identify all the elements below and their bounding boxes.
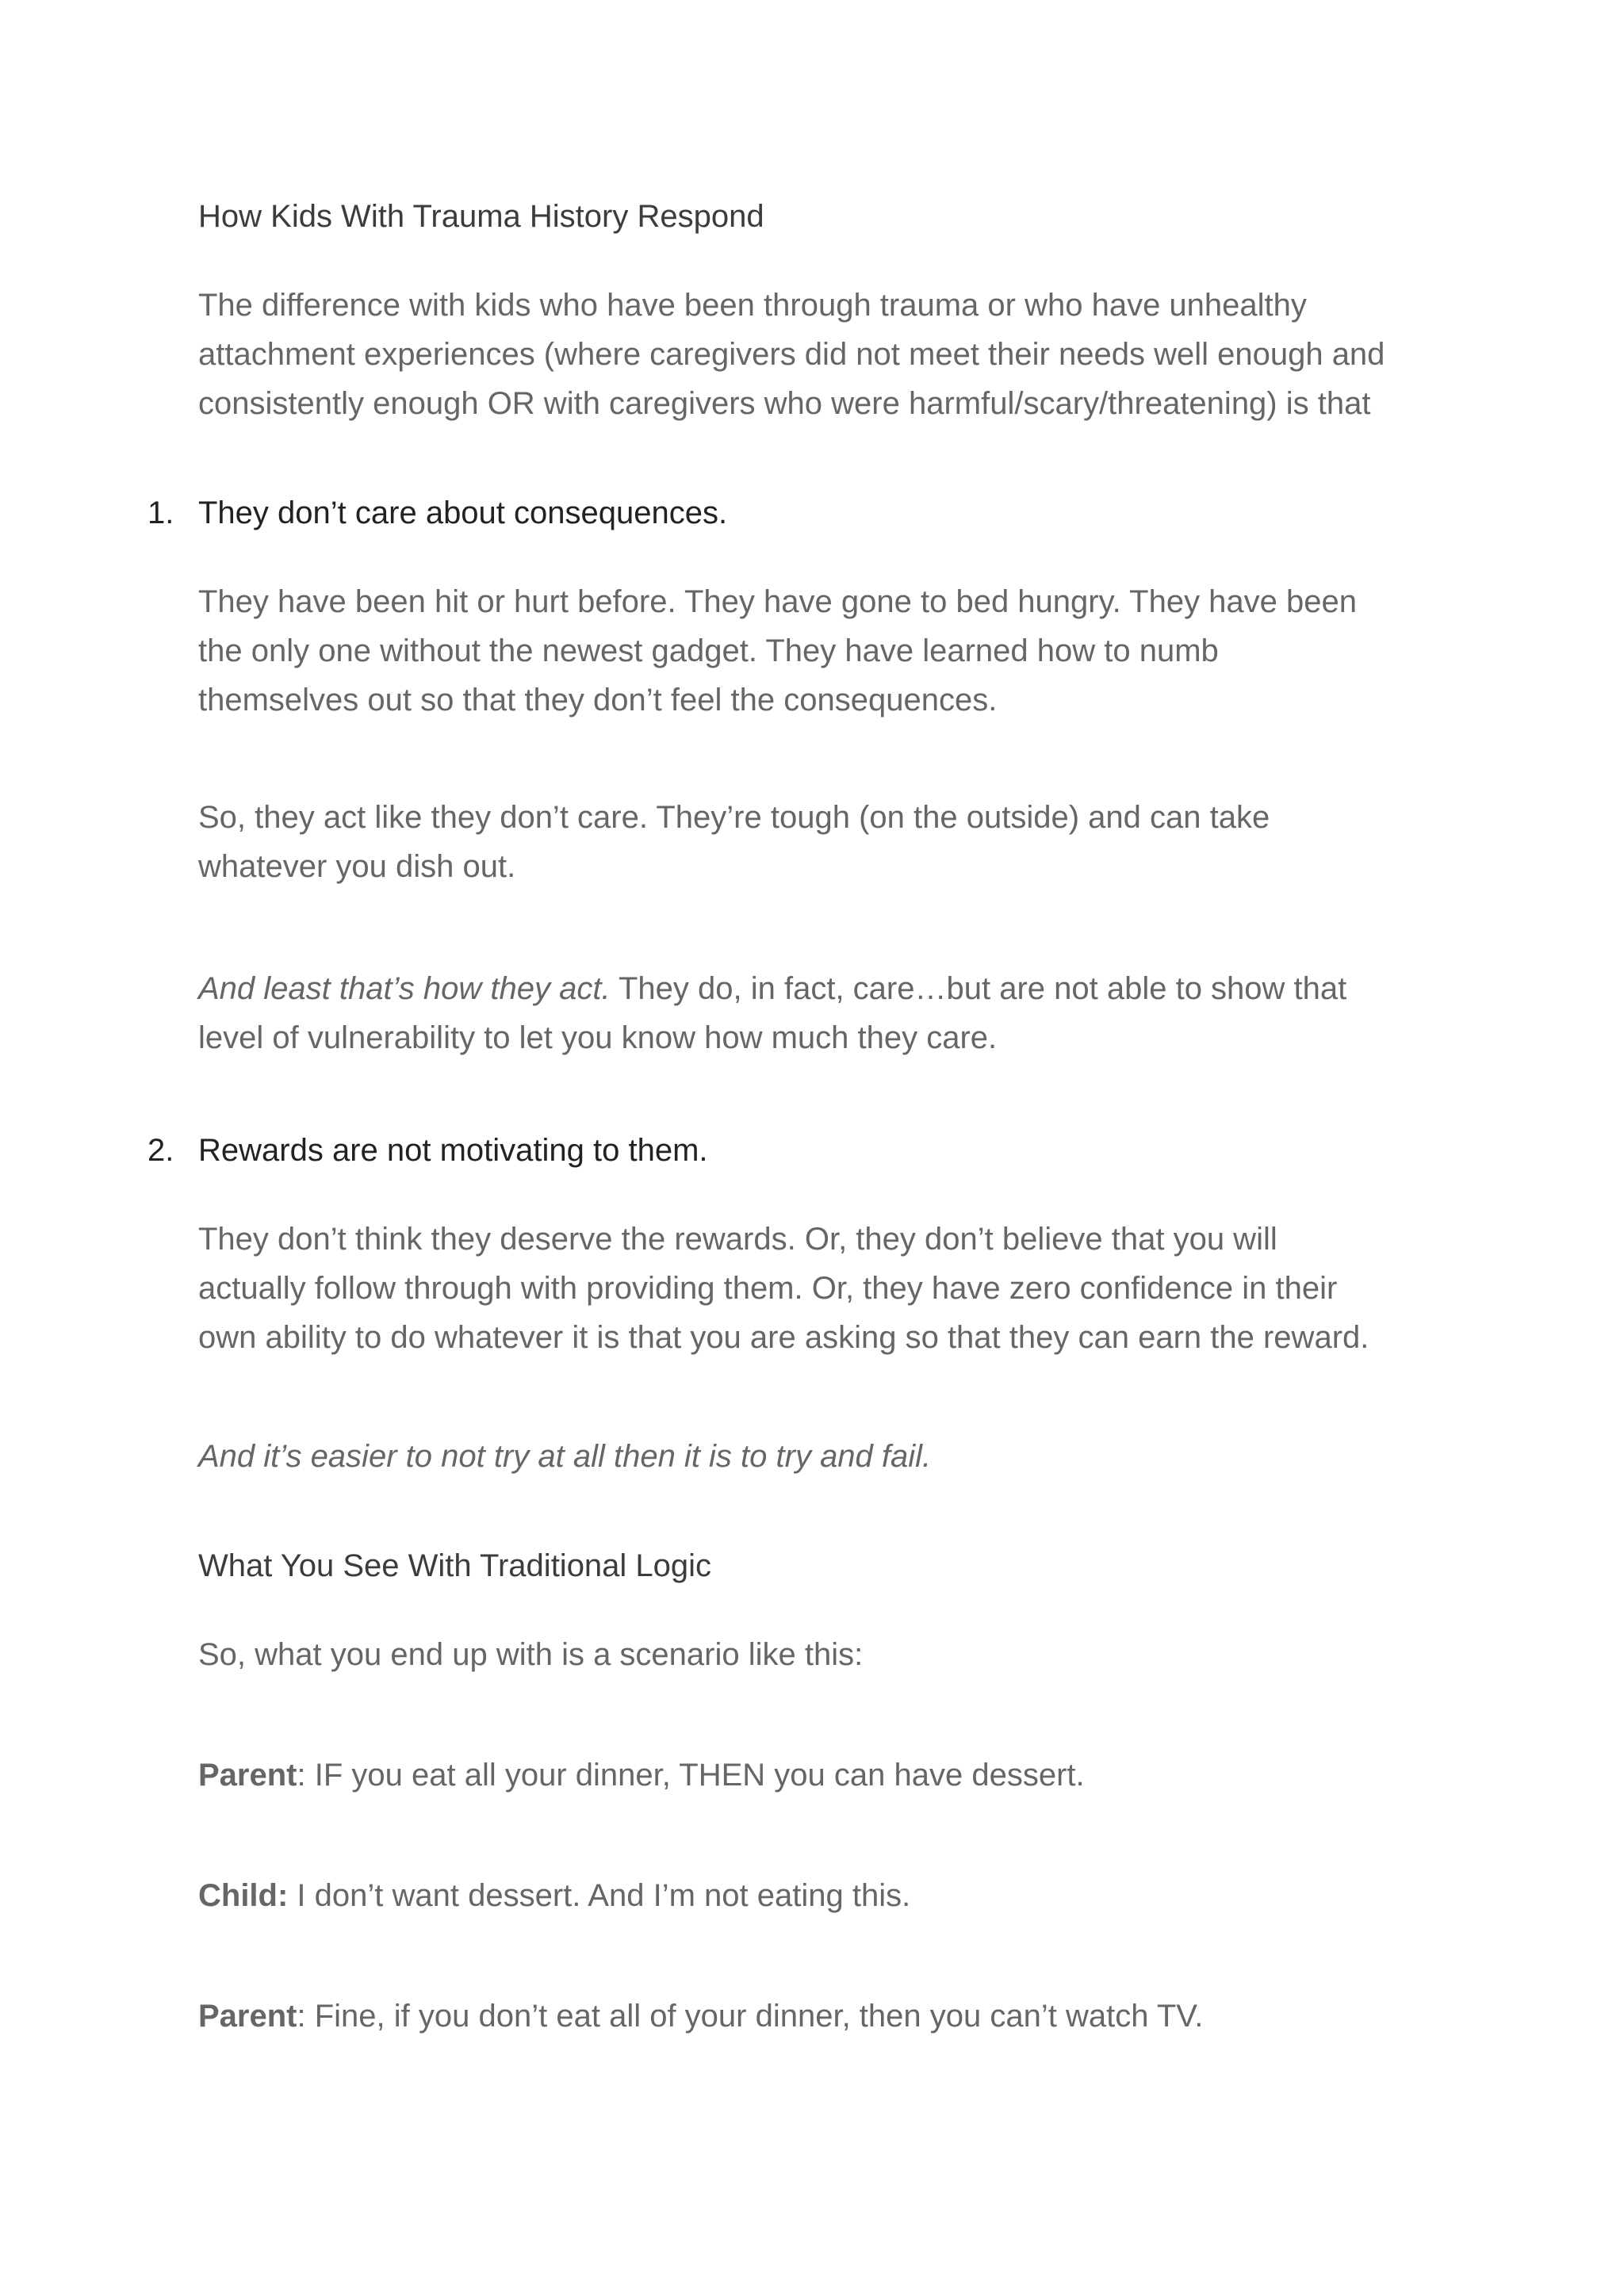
paragraph-line: themselves out so that they don’t feel the consequences. — [198, 683, 998, 718]
paragraph-line: whatever you dish out. — [198, 849, 516, 884]
list-number-2: 2. — [147, 1133, 174, 1168]
speaker-label: Child: — [198, 1878, 289, 1913]
dialogue-line-parent — [198, 1992, 1451, 2041]
italic-emphasis: And it’s easier to not try at all then it is to try and fail. — [198, 1439, 932, 1474]
section2-intro: So, what you end up with is a scenario like this: — [198, 1637, 864, 1672]
section-heading-trauma-response: How Kids With Trauma History Respond — [198, 199, 764, 234]
dialogue-text: IF you eat all your dinner, THEN you can have dessert. — [305, 1758, 1085, 1793]
section-heading-traditional-logic: What You See With Traditional Logic — [198, 1548, 712, 1583]
paragraph-line: level of vulnerability to let you know how much they care. — [198, 1020, 998, 1055]
paragraph-line: So, they act like they don’t care. They’re tough (on the outside) and can take — [198, 800, 1270, 835]
dialogue-text: Fine, if you don’t eat all of your dinner, then you can’t watch TV. — [305, 1999, 1204, 2034]
paragraph-line: They have been hit or hurt before. They have gone to bed hungry. They have been — [198, 584, 1358, 619]
item2-paragraph-2 — [198, 1432, 1451, 1481]
item1-paragraph-1 — [198, 577, 1451, 725]
dialogue-line-child — [198, 1871, 1451, 1920]
speaker-label: Parent — [198, 1758, 297, 1793]
intro-line: consistently enough OR with caregivers who were harmful/scary/threatening) is that — [198, 386, 1371, 421]
list-item-title-rewards: Rewards are not motivating to them. — [198, 1133, 708, 1168]
paragraph-line: They don’t think they deserve the rewards. Or, they don’t believe that you will — [198, 1222, 1277, 1257]
paragraph-text: They do, in fact, care…but are not able to show that — [610, 971, 1347, 1006]
item1-paragraph-2 — [198, 793, 1451, 891]
speaker-separator: : — [297, 1758, 306, 1793]
list-number-1: 1. — [147, 496, 174, 530]
dialogue-text: I don’t want dessert. And I’m not eating this. — [288, 1878, 911, 1913]
paragraph-line — [198, 964, 1451, 1013]
item1-paragraph-3 — [198, 964, 1451, 1062]
intro-line: The difference with kids who have been through trauma or who have unhealthy — [198, 288, 1307, 323]
italic-emphasis: And least that’s how they act. — [198, 971, 611, 1006]
dialogue-line-parent — [198, 1751, 1451, 1800]
list-item-title-consequences: They don’t care about consequences. — [198, 496, 728, 530]
speaker-label: Parent — [198, 1999, 297, 2034]
intro-line: attachment experiences (where caregivers did not meet their needs well enough and — [198, 337, 1385, 372]
paragraph-line: actually follow through with providing them. Or, they have zero confidence in their — [198, 1271, 1338, 1306]
item2-paragraph-1 — [198, 1215, 1451, 1362]
intro-paragraph — [198, 281, 1451, 428]
paragraph-line: the only one without the newest gadget. They have learned how to numb — [198, 633, 1219, 668]
speaker-separator: : — [297, 1999, 306, 2034]
paragraph-line: own ability to do whatever it is that you are asking so that they can earn the reward. — [198, 1320, 1369, 1355]
